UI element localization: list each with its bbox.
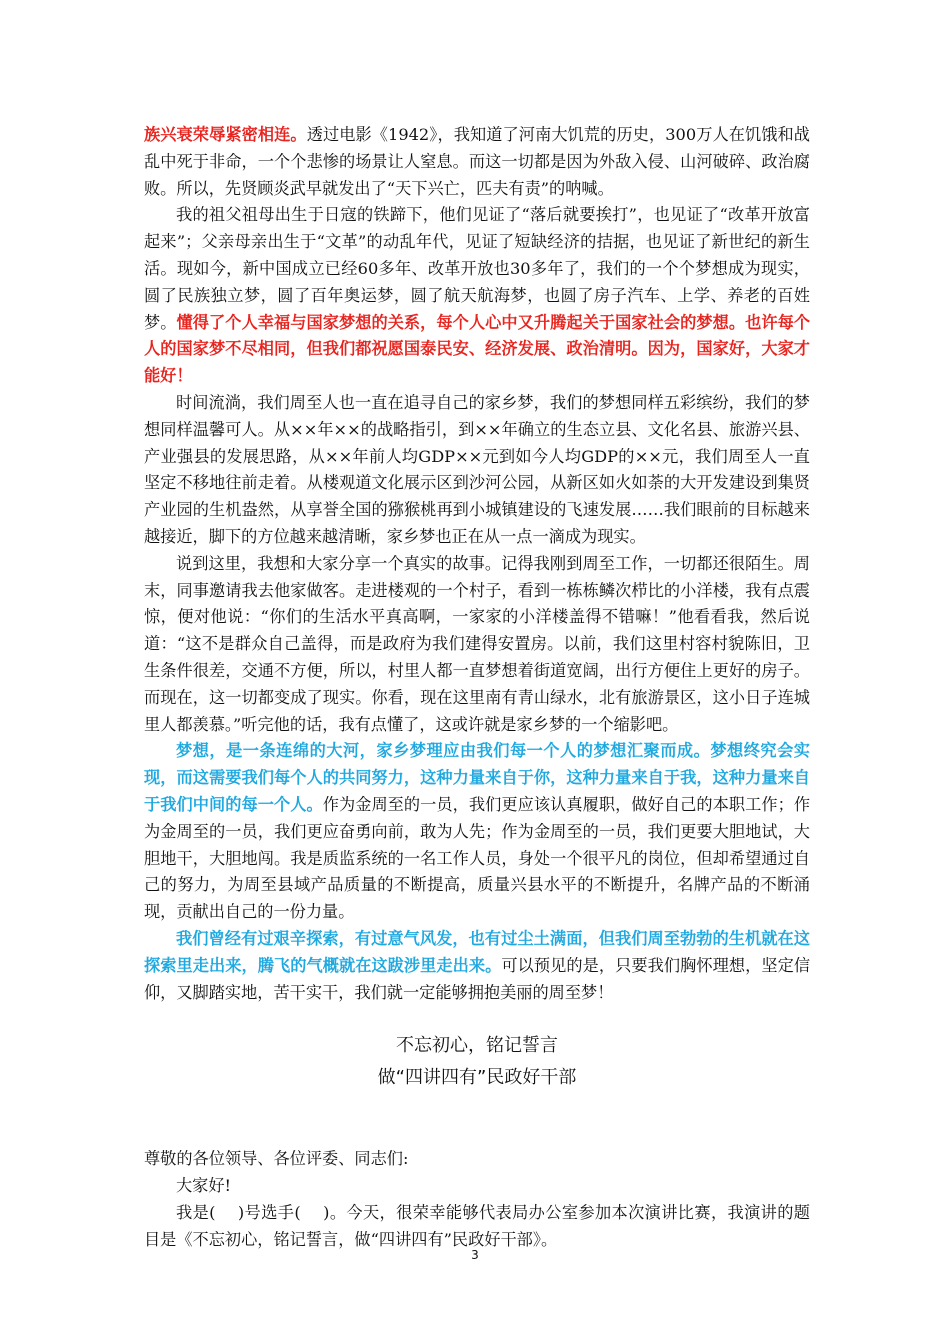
document-body [144, 122, 810, 1253]
paragraph-text: 作为金周至的一员，我们更应该认真履职，做好自己的本职工作；作为金周至的一员，我们更应奋勇向前，敢为人先；作为金周至的一员，我们更要大胆地试，大胆地干，大胆地闯。我是质监系统的一名工作人员，身处一个很平凡的岗位，但却希望通过自己的努力，为周至县域产品质量的不断提高，质量兴县水平的不断提升，名牌产品的不断涌现，贡献出自己的一份力量。 [144, 794, 811, 922]
paragraph-hometown-dream [144, 390, 810, 551]
paragraph-text: 可以预见的是，只要我们胸怀理想，坚定信仰，又脚踏实地，苦干实干，我们就一定能够拥抱美丽的周至梦！ [144, 955, 811, 1002]
emphasis-blue: 梦想，是一条连绵的大河，家乡梦理应由我们每一个人的梦想汇聚而成。梦想终究会实现，而这需要我们每个人的共同努力，这种力量来自于你，这种力量来自于我，这种力量来自于我们中间的每一个人。 [144, 741, 810, 814]
paragraph-text: 时间流淌，我们周至人也一直在追寻自己的家乡梦，我们的梦想同样五彩缤纷，我们的梦想同样温馨可人。从××年××的战略指引，到××年确立的生态立县、文化名县、旅游兴县、产业强县的发展思路，从××年前人均GDP××元到如今人均GDP的××元，我们周至人一直坚定不移地往前走着。从楼观道文化展示区到沙河公园，从新区如火如荼的大开发建设到集贤产业园的生机盎然，从享誉全国的猕猴桃再到小城镇建设的飞速发展……我们眼前的目标越来越接近，脚下的方位越来越清晰，家乡梦也正在从一点一滴成为现实。 [144, 392, 810, 546]
page-number: 3 [471, 1248, 479, 1262]
paragraph-national-history [144, 122, 810, 202]
section-title-line-2: 做“四讲四有”民政好干部 [377, 1067, 577, 1089]
speech-intro: 我是( )号选手( )。今天，很荣幸能够代表局办公室参加本次演讲比赛，我演讲的题目是《不忘初心，铭记誓言，做“四讲四有”民政好干部》。 [144, 1202, 810, 1249]
paragraph-conclusion [144, 926, 810, 1006]
section-title [144, 1030, 810, 1094]
section-title-line-1: 不忘初心，铭记誓言 [396, 1035, 558, 1057]
speech-salutation: 尊敬的各位领导、各位评委、同志们: [144, 1149, 409, 1169]
speech-hello: 大家好! [176, 1176, 232, 1196]
emphasis-blue: 我们曾经有过艰辛探索，有过意气风发，也有过尘土满面，但我们周至勃勃的生机就在这探索里走出来，腾飞的气概就在这跋涉里走出来。 [144, 928, 810, 975]
emphasis-red: 懂得了个人幸福与国家梦想的关系，每个人心中又升腾起关于国家社会的梦想。也许每个人的国家梦不尽相同，但我们都祝愿国泰民安、经济发展、政治清明。因为，国家好，大家才能好！ [144, 312, 811, 386]
paragraph-text: 透过电影《1942》，我知道了河南大饥荒的历史，300万人在饥饿和战乱中死于非命，一个个悲惨的场景让人窒息。而这一切都是因为外敌入侵、山河破碎、政治腐败。所以，先贤顾炎武早就发出了“天下兴亡，匹夫有责”的呐喊。 [144, 125, 810, 198]
paragraph-family-memory [144, 202, 810, 390]
paragraph-text: 说到这里，我想和大家分享一个真实的故事。记得我刚到周至工作，一切都还很陌生。周末，同事邀请我去他家做客。走进楼观的一个村子，看到一栋栋鳞次栉比的小洋楼，我有点震惊，便对他说：“你们的生活水平真高啊，一家家的小洋楼盖得不错嘛！”他看看我，然后说道：“这不是群众自己盖得，而是政府为我们建得安置房。以前，我们这里村容村貌陈旧，卫生条件很差，交通不方便，所以，村里人都一直梦想着街道宽阔，出行方便住上更好的房子。而现在，这一切都变成了现实。你看，现在这里南有青山绿水，北有旅游景区，这小日子连城里人都羡慕。”听完他的话，我有点懂了，这或许就是家乡梦的一个缩影吧。 [144, 553, 810, 734]
paragraph-text: 我的祖父祖母出生于日寇的铁蹄下，他们见证了“落后就要挨打”，也见证了“改革开放富起来”；父亲母亲出生于“文革”的动乱年代，见证了短缺经济的拮据，也见证了新世纪的新生活。现如今，新中国成立已经60多年、改革开放也30多年了，我们的一个个梦想成为现实，圆了民族独立梦，圆了百年奥运梦，圆了航天航海梦，也圆了房子汽车、上学、养老的百姓梦。 [144, 205, 810, 332]
paragraph-collective-effort [144, 738, 810, 926]
paragraph-true-story [144, 551, 810, 739]
emphasis-red: 族兴衰荣辱紧密相连。 [144, 125, 307, 144]
